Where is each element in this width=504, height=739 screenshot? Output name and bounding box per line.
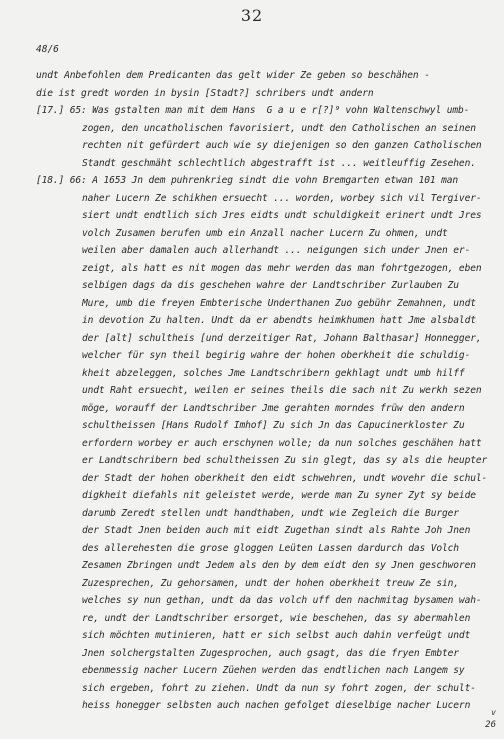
text-line: selbigen dags da dis geschehen wahre der Landtschriber Zurlauben Zu [82,280,459,291]
text-line: darumb Zeredt stellen undt handthaben, undt wie Zegleich die Burger [82,507,459,519]
text-line: undt Raht ersuecht, weilen er seines theils die sach nit Zu werkh sezen [82,385,482,396]
file-reference: 48/6 [36,44,59,55]
text-line: der [alt] schultheis [und derzeitiger Rat, Johann Balthasar] Honnegger, [82,332,482,344]
text-line: undt Anbefohlen dem Predicanten das gelt wider Ze geben so beschähen - [36,70,430,81]
text-line: schultheissen [Hans Rudolf Imhof] Zu sich Jn das Capucinerkloster Zu [82,420,465,431]
margin-note-number: 26 [485,720,496,730]
text-line: er Landtschribern bed schultheissen Zu sin glegt, das sy als die heupter [82,455,488,466]
text-line: Zesamen Zbringen undt Jedem als den by dem eidt den sy Jnen geschworen [82,560,476,571]
page-number: 32 [240,6,264,25]
text-line: sich möchten mutinieren, hatt er sich selbst auch dahin verfeügt undt [82,630,471,641]
text-line: welcher für syn theil begirig wahre der hohen oberkheit die schuldig- [82,350,471,361]
text-line: zeigt, als hatt es nit mogen das mehr werden das man fohrtgezogen, eben [82,262,482,274]
text-line: digkheit diefahls nit geleistet werde, werde man Zu syner Zyt sy beide [82,490,476,501]
text-line: erfordern worbey er auch erschynen wolle; da nun solches geschähen hatt [82,437,482,449]
text-line: naher Lucern Ze schikhen ersuecht ... worden, worbey sich vil Tergiver- [82,192,482,204]
margin-note-check: v [491,708,496,717]
text-line: re, undt der Landtschriber ersorget, wie beschehen, das sy abermahlen [82,612,471,624]
text-line: die ist gredt worden in bysin [Stadt?] schribers undt andern [36,87,374,99]
text-line: weilen aber damalen auch allerhandt ... neigungen sich under Jnen er- [82,245,471,256]
text-line: sich ergeben, fohrt zu ziehen. Undt da nun sy fohrt zogen, der schult- [82,682,476,694]
text-line: in devotion Zu halten. Undt da er abendts heimkhumen hatt Jme alsbaldt [82,315,476,326]
text-line: [17.] 65: Was gstalten man mit dem Hans G a u e r[?]⁹ vohn Waltenschwyl umb- [36,105,470,116]
text-line: rechten nit gefürdert auch wie sy diejenigen so den ganzen Catholischen [82,140,482,151]
text-line: des allerehesten die grose gloggen Leüten Lassen dardurch das Volch [82,542,459,554]
text-line: Jnen solchergstalten Zugesprochen, auch gsagt, das die fryen Embter [82,647,459,659]
text-line: welches sy nun gethan, undt da das volch uff den nachmitag bysamen wah- [82,595,482,606]
text-line: der Stadt Jnen beiden auch mit eidt Zugethan sindt als Rahte Joh Jnen [82,525,471,536]
text-line: volch Zusamen berufen umb ein Anzall nacher Lucern Zu ohmen, undt [82,227,448,239]
text-line: der Stadt der hohen oberkheit den eidt schwehren, undt wovehr die schul- [82,472,488,484]
text-line: Zuzesprechen, Zu gehorsamen, undt der hohen oberkheit treuw Ze sin, [82,577,459,589]
text-line: zogen, den uncatholischen favorisiert, undt den Catholischen an seinen [82,122,476,134]
text-line: möge, worauff der Landtschriber Jme gerahten morndes früw den andern [82,402,465,414]
text-line: Mure, umb die freyen Embterische Underthanen Zuo gebühr Zemahnen, undt [82,297,476,309]
text-line: kheit abzeleggen, solches Jme Landtschribern gekhlagt undt umb hilff [82,367,465,379]
text-line: heiss honegger selbsten auch nachen gefolget dieselbige nacher Lucern [82,700,471,711]
text-line: Standt geschmäht schlechtlich abgestrafft ist ... weitleuffig Zesehen. [82,157,476,169]
text-line: ebenmessig nacher Lucern Züehen werden das endtlichen nach Langem sy [82,665,465,676]
text-line: siert undt endtlich sich Jres eidts undt schuldigkeit erinert undt Jres [82,210,482,221]
text-line: [18.] 66: A 1653 Jn dem puhrenkrieg sindt die vohn Bremgarten etwan 101 man [36,175,458,186]
